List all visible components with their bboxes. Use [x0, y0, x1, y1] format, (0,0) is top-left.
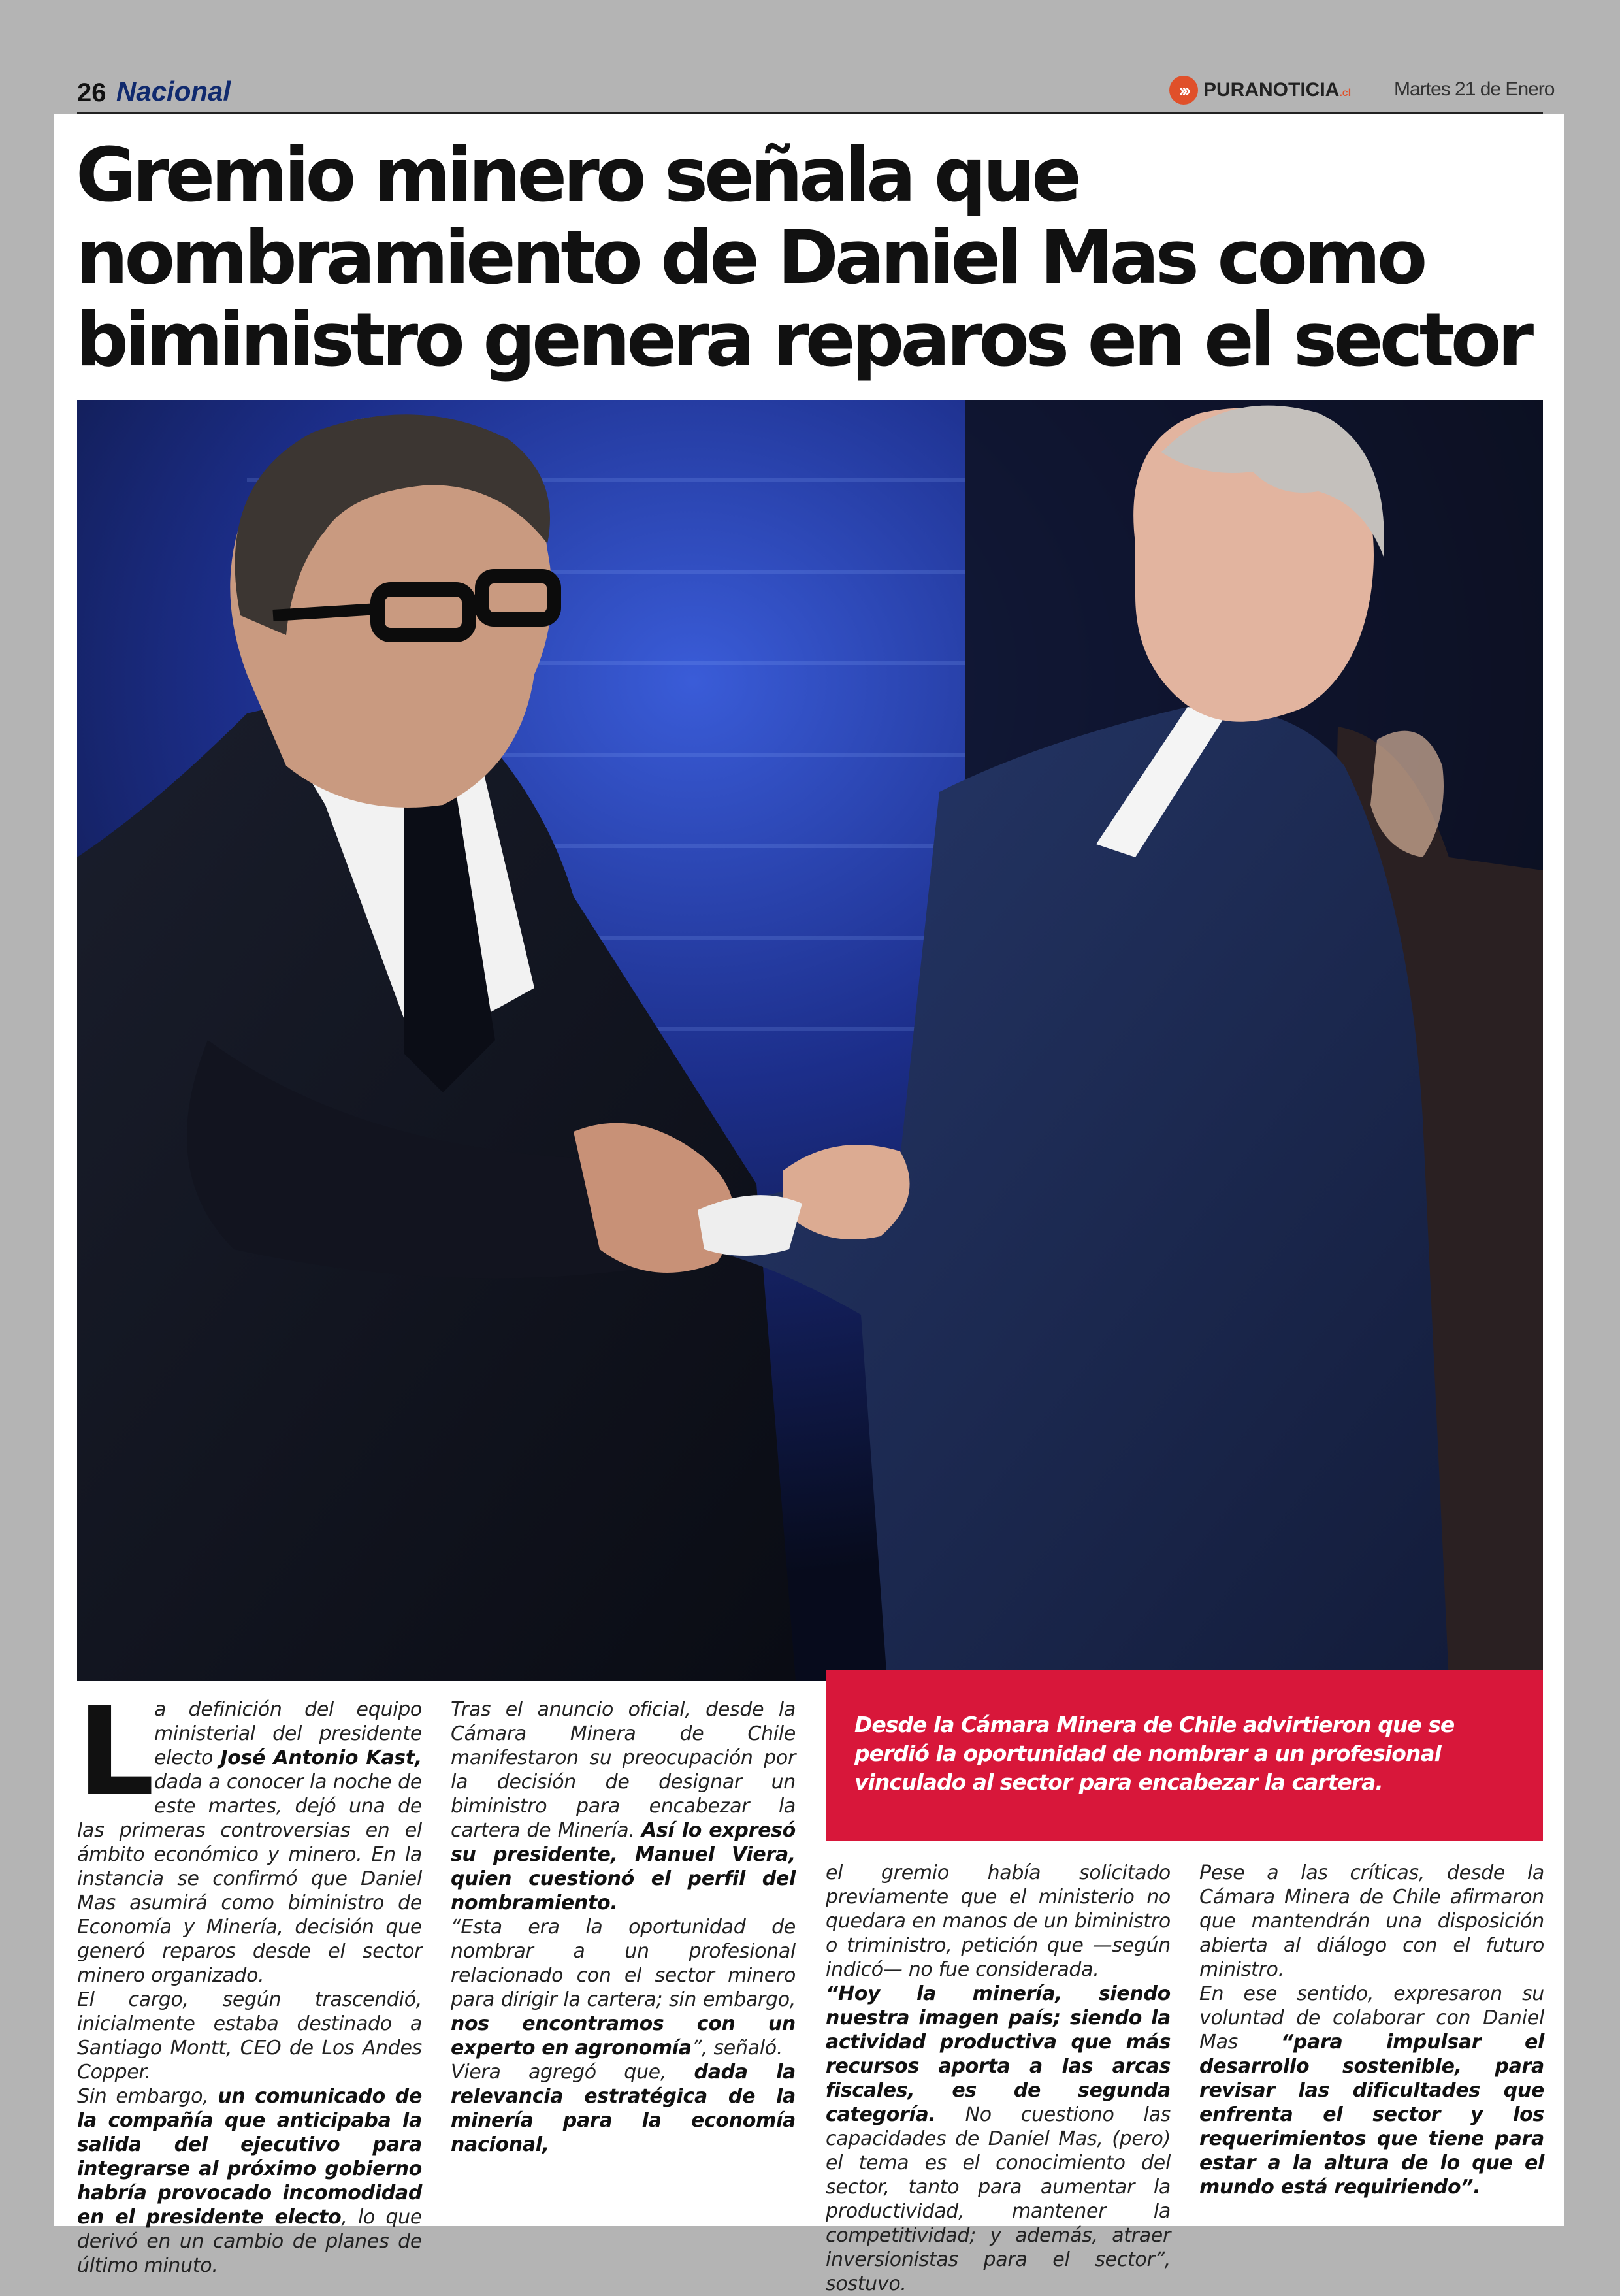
paragraph: La definición del equipo ministerial del presidente electo José Antonio Kast, dada a conocer la noche de este martes, dejó una de las primeras controversias en el ámbito económico y minero. En la instancia se confirmó que Daniel Mas asumirá como biministro de Economía y Minería, decisión que generó reparos desde el sector minero organizado.: [77, 1681, 422, 1987]
pull-quote-callout: Desde la Cámara Minera de Chile advirtieron que se perdió la oportunidad de nombrar a un profesional vinculado al sector para encabezar la cartera.: [826, 1670, 1543, 1841]
paragraph: Pese a las críticas, desde la Cámara Minera de Chile afirmaron que mantendrán una disposición abierta al diálogo con el futuro ministro.: [1199, 1861, 1544, 1981]
headline-line: Gremio minero señala que: [76, 132, 1078, 218]
brand-logo: [1169, 76, 1351, 105]
brand-suffix: .cl: [1339, 88, 1352, 99]
paragraph: “Esta era la oportunidad de nombrar a un profesional relacionado con el sector minero para dirigir la cartera; sin embargo, nos encontramos con un experto en agronomía”, señaló.: [451, 1916, 796, 2059]
headline-line: nombramiento de Daniel Mas como: [76, 214, 1424, 301]
handshake-photo-illustration: [77, 400, 1543, 1681]
drop-cap: L: [77, 1681, 155, 1822]
brand-chevrons-icon: ›››: [1169, 76, 1198, 105]
paragraph: el gremio había solicitado previamente que el ministerio no quedara en manos de un biministro o triministro, petición que —según indicó— no fue considerada.: [826, 1861, 1171, 1981]
article-column-2-body: [451, 1697, 796, 2220]
headline: [76, 134, 1552, 381]
paragraph: Viera agregó que, dada la relevancia estratégica de la minería para la economía nacional,: [451, 2061, 796, 2156]
brand-name: PURANOTICIA: [1203, 79, 1340, 101]
paragraph: Tras el anuncio oficial, desde la Cámara Minera de Chile manifestaron su preocupación por la decisión de designar un biministro para encabezar la cartera de Minería. Así lo expresó su presidente, Manuel Viera, quien cuestionó el perfil del nombramiento.: [451, 1698, 796, 1914]
paragraph: Sin embargo, un comunicado de la compañía que anticipaba la salida del ejecutivo para integrarse al próximo gobierno habría provocado incomodidad en el presidente electo, lo que derivó en un cambio de planes de último minuto.: [77, 2085, 422, 2277]
article-column-3: [826, 1861, 1171, 2296]
article-column-1: [77, 1681, 422, 2278]
article-column-4: [1199, 1861, 1544, 2199]
paragraph: “Hoy la minería, siendo nuestra imagen país; siendo la actividad productiva que más recursos aporta a las arcas fiscales, es de segunda categoría. No cuestiono las capacidades de Daniel Mas, (pero) el tema es el conocimiento del sector, tanto para aumentar la productividad, mantener la competitividad; y además, atraer inversionistas para el sector”, sostuvo.: [826, 1982, 1171, 2295]
header-rule: [77, 112, 1543, 114]
lead-photo: [77, 400, 1543, 1681]
paragraph: En ese sentido, expresaron su voluntad de colaborar con Daniel Mas “para impulsar el desarrollo sostenible, para revisar las dificultades que enfrenta el sector y los requerimientos que tiene para estar a la altura de lo que el mundo está requiriendo”.: [1199, 1982, 1544, 2199]
page-number: 26: [77, 78, 106, 107]
headline-line: biministro genera reparos en el sector: [76, 297, 1531, 383]
section-label: Nacional: [116, 76, 231, 107]
paragraph: El cargo, según trascendió, inicialmente estaba destinado a Santiago Montt, CEO de Los Andes Copper.: [77, 1988, 422, 2084]
issue-date: Martes 21 de Enero: [1394, 78, 1555, 100]
